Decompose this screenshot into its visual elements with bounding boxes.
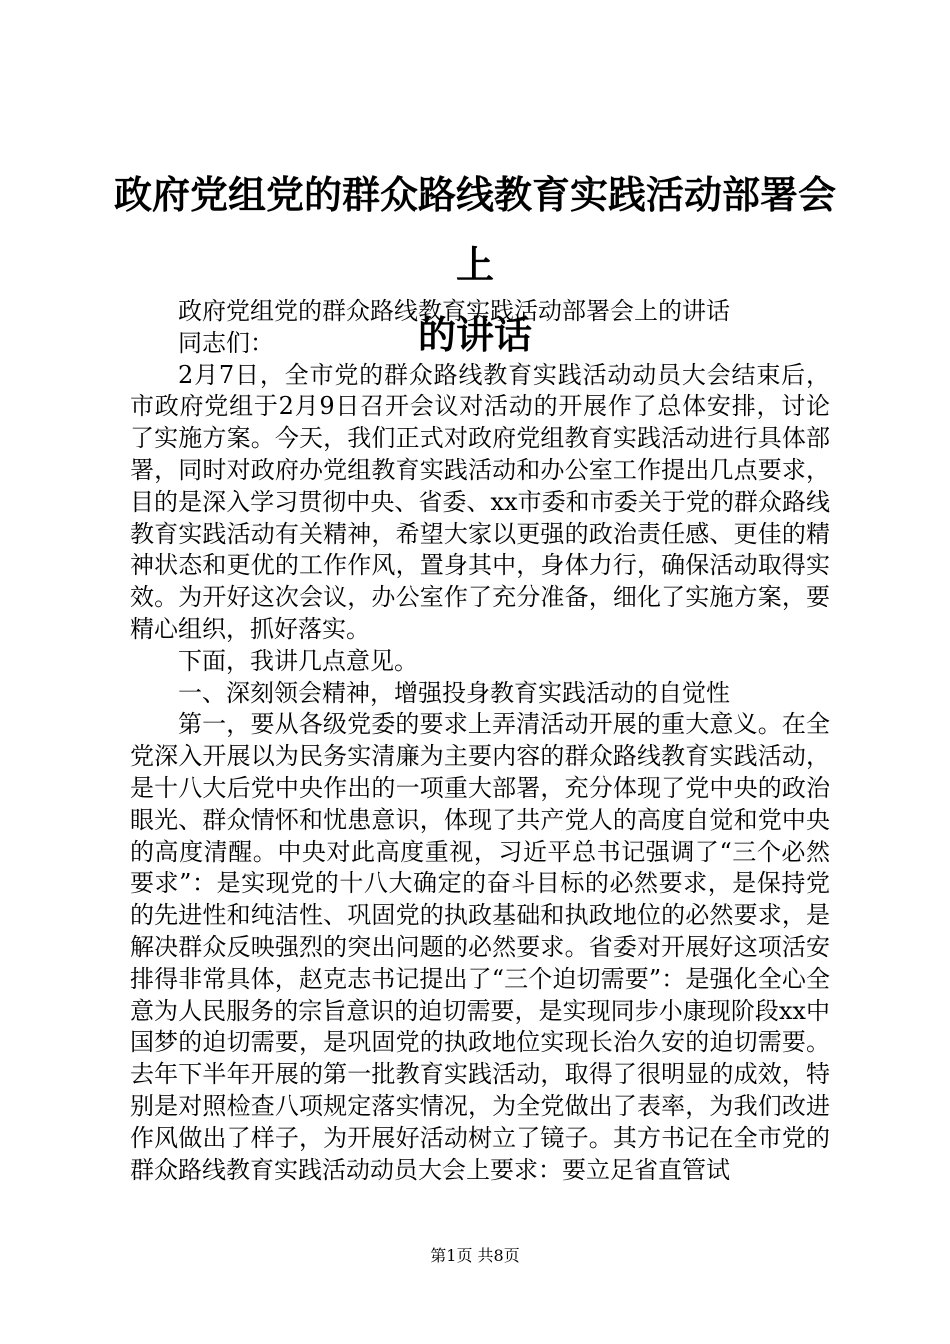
page-footer: 第1页 共8页 — [430, 1246, 520, 1265]
title-line-1: 政府党组党的群众路线教育实践活动部署会上 — [113, 172, 836, 287]
body-paragraph: 2月7日，全市党的群众路线教育实践活动动员大会结束后，市政府党组于2月9日召开会议对活动的开展作了总体安排，讨论了实施方案。今天，我们正式对政府党组教育实践活动进行具体部署，同时对政府办党组教育实践活动和办公室工作提出几点要求，目的是深入学习贯彻中央、省委、xx市委和市委关于党的群众路线教育实践活动有关精神，希望大家以更强的政治责任感、更佳的精神状态和更优的工作作风，置身其中，身体力行，确保活动取得实效。为开好这次会议，办公室作了充分准备，细化了实施方案，要精心组织，抓好落实。 — [130, 360, 830, 643]
body-paragraph: 第一，要从各级党委的要求上弄清活动开展的重大意义。在全党深入开展以为民务实清廉为主要内容的群众路线教育实践活动，是十八大后党中央作出的一项重大部署，充分体现了党中央的政治眼光、群众情怀和忧患意识，体现了共产党人的高度自觉和党中央的高度清醒。中央对此高度重视，习近平总书记强调了“三个必然要求”：是实现党的十八大确定的奋斗目标的必然要求，是保持党的先进性和纯洁性、巩固党的执政基础和执政地位的必然要求，是解决群众反映强烈的突出问题的必然要求。省委对开展好这项活安排得非常具体，赵克志书记提出了“三个迫切需要”：是强化全心全意为人民服务的宗旨意识的迫切需要，是实现同步小康现阶段xx中国梦的迫切需要，是巩固党的执政地位实现长治久安的迫切需要。去年下半年开展的第一批教育实践活动，取得了很明显的成效，特别是对照检查八项规定落实情况，为全党做出了表率，为我们改进作风做出了样子，为开展好活动树立了镜子。其方书记在全市党的群众路线教育实践活动动员大会上要求：要立足省直管试 — [130, 710, 830, 1184]
subtitle-paragraph: 政府党组党的群众路线教育实践活动部署会上的讲话 — [178, 297, 730, 325]
body-paragraph: 下面，我讲几点意见。 — [178, 646, 418, 675]
document-body — [130, 296, 830, 1186]
salutation-paragraph: 同志们： — [178, 328, 274, 357]
section-heading: 一、深刻领会精神，增强投身教育实践活动的自觉性 — [178, 678, 730, 707]
title-line-2: 的讲话 — [417, 312, 532, 357]
